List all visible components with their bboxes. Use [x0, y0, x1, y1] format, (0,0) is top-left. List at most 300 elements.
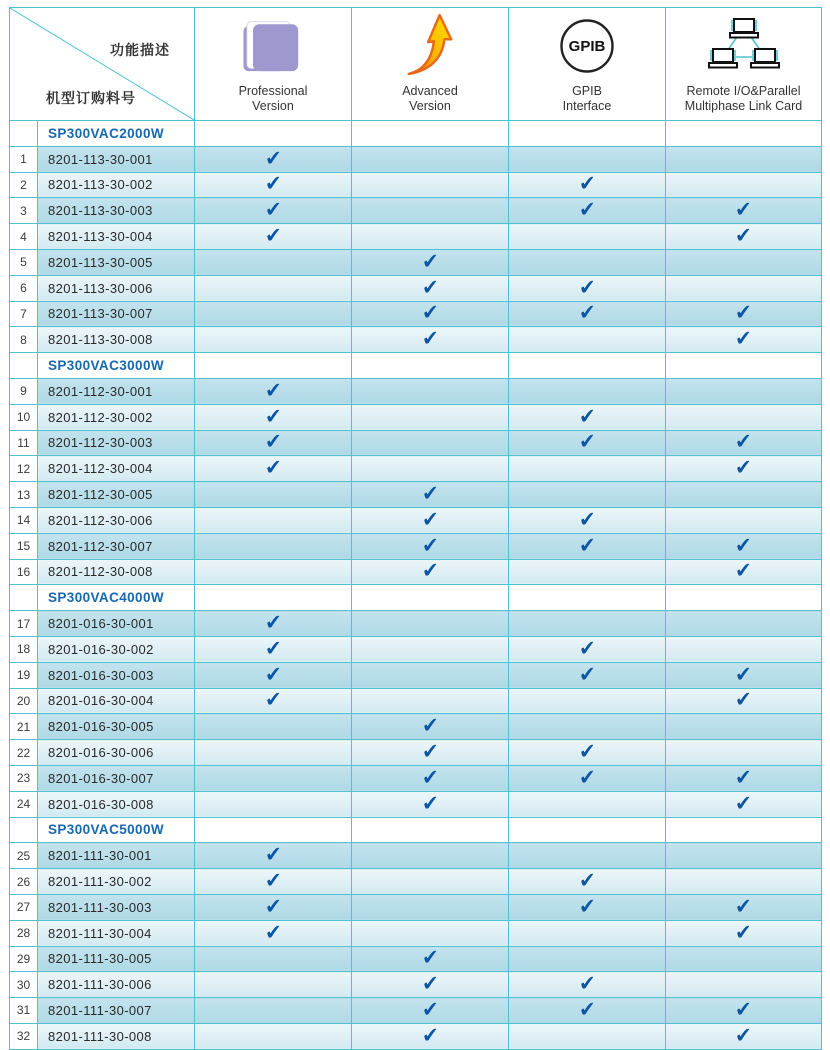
feature-cell	[352, 843, 509, 869]
gpib-circle-icon	[558, 17, 616, 75]
checkmark-icon: ✔	[264, 404, 282, 429]
part-number-cell: 8201-016-30-005	[38, 714, 195, 740]
feature-cell	[195, 327, 352, 353]
table-row	[10, 533, 822, 559]
feature-cell	[509, 378, 666, 404]
section-header-row	[10, 817, 822, 843]
feature-cell	[666, 224, 822, 250]
checkmark-icon: ✔	[734, 456, 753, 481]
checkmark-icon: ✔	[421, 740, 439, 764]
checkmark-icon: ✔	[264, 430, 282, 455]
feature-cell	[352, 224, 509, 250]
feature-cell	[352, 688, 509, 714]
checkmark-icon: ✔	[734, 1023, 753, 1048]
checkmark-icon: ✔	[734, 688, 753, 713]
feature-cell	[352, 327, 509, 353]
part-number-cell: 8201-111-30-006	[38, 972, 195, 998]
feature-cell	[352, 172, 509, 198]
feature-cell	[195, 249, 352, 275]
checkmark-icon: ✔	[734, 224, 753, 248]
empty-cell	[352, 121, 509, 147]
feature-cell	[509, 611, 666, 637]
table-row	[10, 998, 822, 1024]
table-row	[10, 275, 822, 301]
feature-cell	[666, 172, 822, 198]
row-number-cell	[10, 817, 38, 843]
column-label-line2: Version	[252, 99, 294, 113]
feature-cell	[195, 275, 352, 301]
feature-cell	[352, 559, 509, 585]
feature-cell	[195, 224, 352, 250]
checkmark-icon: ✔	[578, 740, 596, 764]
empty-cell	[509, 121, 666, 147]
checkmark-icon: ✔	[578, 869, 596, 893]
checkmark-icon: ✔	[578, 662, 596, 687]
feature-cell	[195, 972, 352, 998]
feature-cell	[509, 198, 666, 224]
feature-cell	[352, 404, 509, 430]
feature-cell	[195, 172, 352, 198]
checkmark-icon: ✔	[264, 636, 282, 661]
column-label-line1: Professional	[238, 84, 308, 98]
row-number-cell: 19	[10, 662, 38, 688]
part-number-cell: 8201-113-30-002	[38, 172, 195, 198]
checkmark-icon: ✔	[578, 430, 596, 455]
feature-cell	[352, 765, 509, 791]
checkmark-icon: ✔	[264, 920, 282, 945]
feature-cell	[666, 765, 822, 791]
feature-cell	[509, 636, 666, 662]
part-number-cell: 8201-113-30-004	[38, 224, 195, 250]
feature-cell	[352, 869, 509, 895]
feature-cell	[195, 456, 352, 482]
table-row	[10, 920, 822, 946]
table-row	[10, 662, 822, 688]
part-number-cell: 8201-112-30-008	[38, 559, 195, 585]
part-number-cell: 8201-016-30-002	[38, 636, 195, 662]
row-number-cell: 7	[10, 301, 38, 327]
feature-cell	[666, 378, 822, 404]
feature-cell	[509, 172, 666, 198]
checkmark-icon: ✔	[421, 327, 439, 352]
feature-cell	[352, 972, 509, 998]
feature-cell	[509, 869, 666, 895]
column-label-line1: Advanced	[402, 84, 458, 98]
feature-cell	[666, 636, 822, 662]
feature-cell	[509, 946, 666, 972]
column-header-professional-version	[195, 8, 352, 121]
checkmark-icon: ✔	[264, 611, 282, 635]
part-number-cell: 8201-016-30-008	[38, 791, 195, 817]
checkmark-icon: ✔	[578, 894, 596, 919]
feature-cell	[195, 636, 352, 662]
table-row	[10, 327, 822, 353]
feature-cell	[352, 714, 509, 740]
table-row	[10, 611, 822, 637]
feature-cell	[666, 740, 822, 766]
table-row	[10, 972, 822, 998]
row-number-cell: 14	[10, 507, 38, 533]
feature-cell	[666, 533, 822, 559]
empty-cell	[195, 585, 352, 611]
part-number-cell: 8201-112-30-005	[38, 482, 195, 508]
checkmark-icon: ✔	[264, 378, 282, 403]
book-icon	[240, 15, 306, 77]
part-number-cell: 8201-111-30-001	[38, 843, 195, 869]
feature-cell	[195, 740, 352, 766]
feature-cell	[352, 740, 509, 766]
empty-cell	[195, 817, 352, 843]
checkmark-icon: ✔	[578, 533, 596, 558]
empty-cell	[509, 817, 666, 843]
row-number-cell: 30	[10, 972, 38, 998]
checkmark-icon: ✔	[734, 559, 753, 584]
part-number-cell: 8201-112-30-004	[38, 456, 195, 482]
table-row	[10, 404, 822, 430]
feature-cell	[352, 946, 509, 972]
row-number-cell: 23	[10, 765, 38, 791]
feature-cell	[352, 378, 509, 404]
feature-cell	[509, 998, 666, 1024]
part-number-cell: 8201-113-30-007	[38, 301, 195, 327]
row-number-cell: 31	[10, 998, 38, 1024]
feature-cell	[509, 791, 666, 817]
table-row	[10, 559, 822, 585]
feature-cell	[352, 1023, 509, 1049]
row-number-cell: 6	[10, 275, 38, 301]
feature-cell	[195, 946, 352, 972]
empty-cell	[509, 585, 666, 611]
column-label-line2: Multiphase Link Card	[684, 99, 803, 113]
checkmark-icon: ✔	[734, 327, 753, 352]
corner-header-cell	[10, 8, 195, 121]
feature-cell	[666, 146, 822, 172]
row-number-cell: 5	[10, 249, 38, 275]
checkmark-icon: ✔	[264, 224, 282, 248]
row-number-cell: 27	[10, 894, 38, 920]
part-number-cell: 8201-112-30-006	[38, 507, 195, 533]
part-number-cell: 8201-016-30-006	[38, 740, 195, 766]
checkmark-icon: ✔	[421, 482, 439, 506]
checkmark-icon: ✔	[578, 172, 596, 197]
checkmark-icon: ✔	[578, 404, 596, 429]
feature-cell	[666, 972, 822, 998]
table-row	[10, 146, 822, 172]
feature-cell	[509, 430, 666, 456]
row-number-cell: 32	[10, 1023, 38, 1049]
feature-cell	[666, 1023, 822, 1049]
feature-cell	[509, 533, 666, 559]
part-number-cell: 8201-113-30-003	[38, 198, 195, 224]
checkmark-icon: ✔	[421, 301, 439, 326]
row-number-cell: 26	[10, 869, 38, 895]
feature-cell	[509, 920, 666, 946]
feature-cell	[509, 275, 666, 301]
feature-cell	[666, 843, 822, 869]
table-row	[10, 765, 822, 791]
feature-cell	[352, 249, 509, 275]
empty-cell	[352, 585, 509, 611]
part-number-cell: 8201-112-30-002	[38, 404, 195, 430]
part-number-cell: 8201-016-30-003	[38, 662, 195, 688]
column-label-line1: Remote I/O&Parallel	[686, 84, 801, 98]
feature-cell	[195, 894, 352, 920]
feature-cell	[195, 1023, 352, 1049]
empty-cell	[195, 121, 352, 147]
row-number-cell	[10, 585, 38, 611]
feature-cell	[195, 146, 352, 172]
checkmark-icon: ✔	[421, 765, 439, 790]
table-row	[10, 791, 822, 817]
checkmark-icon: ✔	[734, 894, 753, 919]
table-row	[10, 224, 822, 250]
column-label-line2: Version	[409, 99, 451, 113]
empty-cell	[352, 817, 509, 843]
section-title: SP300VAC4000W	[38, 585, 195, 611]
part-number-cell: 8201-113-30-008	[38, 327, 195, 353]
row-number-cell: 18	[10, 636, 38, 662]
table-row	[10, 456, 822, 482]
feature-cell	[195, 714, 352, 740]
row-number-cell: 10	[10, 404, 38, 430]
column-label-line2: Interface	[562, 99, 612, 113]
feature-cell	[195, 301, 352, 327]
feature-cell	[509, 765, 666, 791]
row-number-cell: 20	[10, 688, 38, 714]
feature-cell	[195, 378, 352, 404]
row-number-cell	[10, 121, 38, 147]
column-header-gpib-interface	[509, 8, 666, 121]
part-number-cell: 8201-112-30-003	[38, 430, 195, 456]
feature-cell	[195, 533, 352, 559]
checkmark-icon: ✔	[734, 791, 753, 816]
checkmark-icon: ✔	[421, 714, 439, 739]
checkmark-icon: ✔	[421, 972, 439, 997]
feature-cell	[509, 972, 666, 998]
part-number-cell: 8201-112-30-007	[38, 533, 195, 559]
row-number-cell: 2	[10, 172, 38, 198]
feature-cell	[666, 456, 822, 482]
feature-cell	[666, 198, 822, 224]
row-number-cell: 25	[10, 843, 38, 869]
checkmark-icon: ✔	[578, 301, 596, 326]
feature-cell	[509, 662, 666, 688]
empty-cell	[666, 121, 822, 147]
empty-cell	[666, 353, 822, 379]
table-body	[10, 121, 822, 1050]
checkmark-icon: ✔	[264, 869, 282, 893]
part-number-cell: 8201-113-30-006	[38, 275, 195, 301]
feature-cell	[666, 559, 822, 585]
feature-cell	[195, 791, 352, 817]
part-number-cell: 8201-016-30-001	[38, 611, 195, 637]
table-row	[10, 301, 822, 327]
feature-cell	[352, 146, 509, 172]
part-number-cell: 8201-111-30-004	[38, 920, 195, 946]
row-number-cell: 3	[10, 198, 38, 224]
feature-cell	[352, 920, 509, 946]
column-header-remote-io-parallel	[666, 8, 822, 121]
feature-cell	[195, 611, 352, 637]
checkmark-icon: ✔	[578, 507, 596, 532]
row-number-cell: 1	[10, 146, 38, 172]
table-row	[10, 482, 822, 508]
table-row	[10, 843, 822, 869]
checkmark-icon: ✔	[421, 249, 439, 274]
section-title: SP300VAC5000W	[38, 817, 195, 843]
checkmark-icon: ✔	[734, 662, 753, 687]
part-number-cell: 8201-111-30-007	[38, 998, 195, 1024]
table-row	[10, 198, 822, 224]
feature-cell	[509, 688, 666, 714]
feature-cell	[352, 998, 509, 1024]
network-computers-icon	[706, 17, 782, 75]
feature-cell	[352, 894, 509, 920]
feature-cell	[195, 843, 352, 869]
feature-cell	[509, 507, 666, 533]
part-number-cell: 8201-111-30-002	[38, 869, 195, 895]
table-row	[10, 249, 822, 275]
checkmark-icon: ✔	[734, 430, 753, 455]
part-number-cell: 8201-113-30-001	[38, 146, 195, 172]
feature-cell	[666, 946, 822, 972]
corner-label-model-part-number: 机型订购料号	[46, 90, 136, 106]
feature-cell	[666, 275, 822, 301]
column-header-advanced-version	[352, 8, 509, 121]
checkmark-icon: ✔	[734, 920, 753, 945]
row-number-cell: 9	[10, 378, 38, 404]
feature-cell	[509, 224, 666, 250]
feature-cell	[352, 791, 509, 817]
table-row	[10, 378, 822, 404]
feature-cell	[666, 869, 822, 895]
row-number-cell: 15	[10, 533, 38, 559]
feature-order-table	[9, 7, 822, 1050]
feature-cell	[509, 714, 666, 740]
feature-cell	[352, 662, 509, 688]
checkmark-icon: ✔	[421, 998, 439, 1022]
section-header-row	[10, 121, 822, 147]
feature-cell	[509, 456, 666, 482]
feature-cell	[666, 714, 822, 740]
checkmark-icon: ✔	[578, 765, 596, 790]
table-row	[10, 894, 822, 920]
feature-cell	[666, 998, 822, 1024]
checkmark-icon: ✔	[734, 198, 753, 223]
feature-cell	[195, 688, 352, 714]
feature-cell	[195, 404, 352, 430]
row-number-cell: 16	[10, 559, 38, 585]
feature-cell	[195, 507, 352, 533]
section-title: SP300VAC3000W	[38, 353, 195, 379]
feature-cell	[666, 791, 822, 817]
feature-cell	[195, 920, 352, 946]
feature-cell	[195, 559, 352, 585]
part-number-cell: 8201-113-30-005	[38, 249, 195, 275]
checkmark-icon: ✔	[578, 275, 596, 300]
empty-cell	[666, 585, 822, 611]
table-row	[10, 172, 822, 198]
feature-cell	[666, 920, 822, 946]
feature-cell	[666, 611, 822, 637]
feature-cell	[509, 327, 666, 353]
checkmark-icon: ✔	[264, 843, 282, 868]
feature-cell	[666, 482, 822, 508]
checkmark-icon: ✔	[264, 688, 282, 713]
part-number-cell: 8201-112-30-001	[38, 378, 195, 404]
table-row	[10, 636, 822, 662]
gpib-icon-text: GPIB	[568, 38, 606, 55]
empty-cell	[509, 353, 666, 379]
feature-cell	[666, 688, 822, 714]
part-number-cell: 8201-111-30-003	[38, 894, 195, 920]
checkmark-icon: ✔	[734, 533, 753, 558]
checkmark-icon: ✔	[421, 1023, 439, 1048]
checkmark-icon: ✔	[421, 791, 439, 816]
feature-cell	[352, 198, 509, 224]
feature-cell	[509, 404, 666, 430]
checkmark-icon: ✔	[578, 636, 596, 661]
part-number-cell: 8201-111-30-005	[38, 946, 195, 972]
feature-cell	[195, 869, 352, 895]
feature-cell	[352, 533, 509, 559]
part-number-cell: 8201-016-30-004	[38, 688, 195, 714]
feature-cell	[509, 301, 666, 327]
table-row	[10, 1023, 822, 1049]
feature-cell	[352, 456, 509, 482]
feature-cell	[666, 327, 822, 353]
section-title: SP300VAC2000W	[38, 121, 195, 147]
feature-cell	[195, 482, 352, 508]
part-number-cell: 8201-111-30-008	[38, 1023, 195, 1049]
feature-cell	[352, 430, 509, 456]
row-number-cell: 21	[10, 714, 38, 740]
row-number-cell: 29	[10, 946, 38, 972]
row-number-cell: 28	[10, 920, 38, 946]
row-number-cell: 4	[10, 224, 38, 250]
row-number-cell: 11	[10, 430, 38, 456]
feature-cell	[666, 249, 822, 275]
feature-cell	[195, 662, 352, 688]
checkmark-icon: ✔	[734, 998, 753, 1022]
feature-cell	[666, 301, 822, 327]
checkmark-icon: ✔	[264, 146, 282, 171]
checkmark-icon: ✔	[264, 894, 282, 919]
corner-label-feature-description: 功能描述	[110, 42, 170, 58]
row-number-cell: 8	[10, 327, 38, 353]
feature-cell	[352, 301, 509, 327]
feature-cell	[352, 482, 509, 508]
table-row	[10, 869, 822, 895]
feature-cell	[509, 843, 666, 869]
table-row	[10, 688, 822, 714]
row-number-cell: 13	[10, 482, 38, 508]
checkmark-icon: ✔	[578, 198, 596, 223]
feature-cell	[195, 765, 352, 791]
checkmark-icon: ✔	[264, 456, 282, 481]
row-number-cell: 17	[10, 611, 38, 637]
growth-arrow-icon	[403, 10, 457, 82]
feature-cell	[666, 894, 822, 920]
table-row	[10, 507, 822, 533]
part-number-cell: 8201-016-30-007	[38, 765, 195, 791]
feature-cell	[352, 611, 509, 637]
checkmark-icon: ✔	[264, 198, 282, 223]
table-row	[10, 946, 822, 972]
feature-cell	[509, 1023, 666, 1049]
empty-cell	[352, 353, 509, 379]
checkmark-icon: ✔	[421, 946, 439, 971]
